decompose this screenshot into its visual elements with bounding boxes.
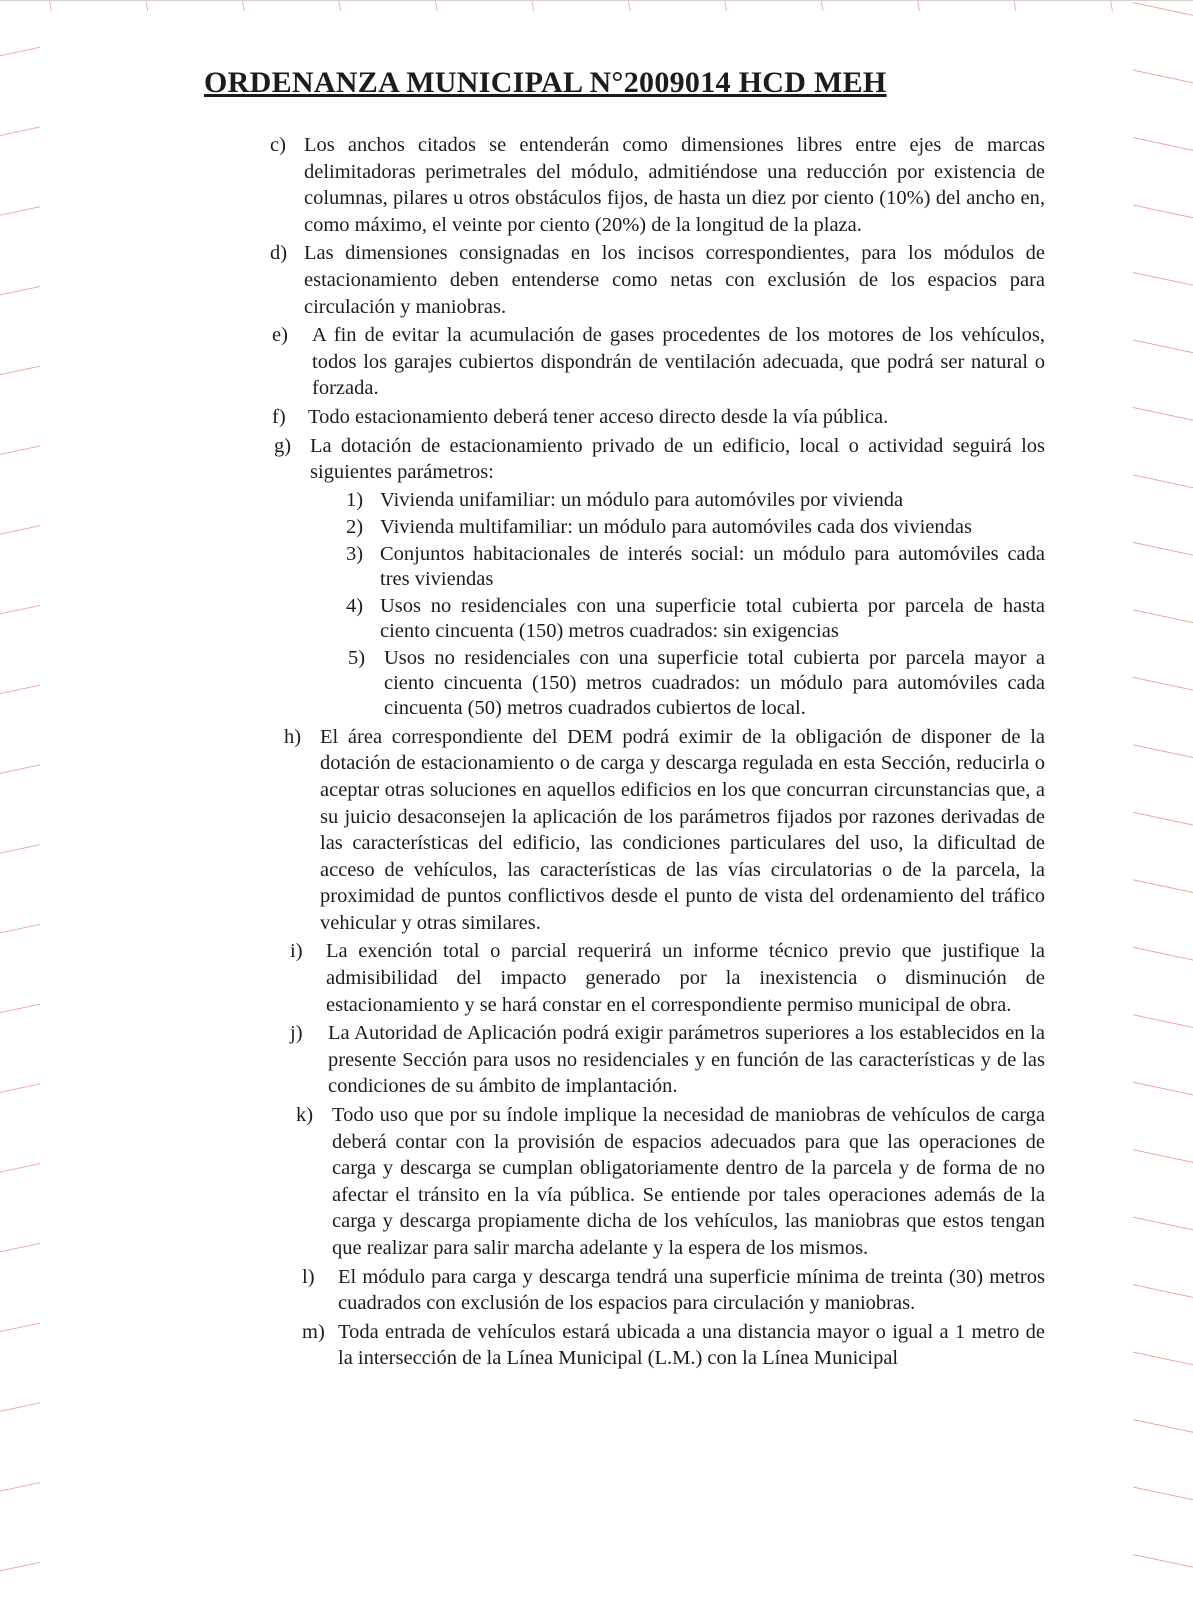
item-text: Los anchos citados se entenderán como dimensiones libres entre ejes de marcas delimitadoras perimetrales del módulo, admitiéndose una reducción por existencia de columnas, pilares u otros obstáculos fijos, de hasta un diez por ciento (10%) del ancho en, como máximo, el veinte por ciento (20%) de la longitud de la plaza.	[304, 134, 1045, 236]
item-label: f)	[272, 405, 286, 428]
subitem-text: Vivienda multifamiliar: un módulo para automóviles cada dos viviendas	[380, 515, 972, 538]
item-label: k)	[296, 1104, 314, 1127]
item-text: Todo estacionamiento deberá tener acceso directo desde la vía pública.	[308, 405, 889, 428]
item-label: e)	[272, 324, 288, 347]
item-j	[290, 1020, 1045, 1100]
item-e	[272, 322, 1045, 402]
item-text: Todo uso que por su índole implique la necesidad de maniobras de vehículos de carga deberá contar con la provisión de espacios adecuados para que las operaciones de carga y descarga se cumplan obligatoriamente dentro de la parcela y de forma de no afectar el tránsito en la vía pública. Se entiende por tales operaciones además de la carga y descarga propiamente dicha de los vehículos, las maniobras que estos tengan que realizar para salir marcha adelante y la espera de los mismos.	[332, 1104, 1045, 1259]
document-body	[270, 132, 1045, 1374]
item-k	[296, 1102, 1045, 1262]
item-f	[272, 404, 1045, 431]
item-label: d)	[270, 242, 288, 265]
item-g	[274, 433, 1045, 486]
item-l	[302, 1264, 1045, 1317]
item-label: i)	[290, 940, 303, 963]
item-text: El módulo para carga y descarga tendrá una superficie mínima de treinta (30) metros cuadrados con exclusión de los espacios para circulación y maniobras.	[338, 1265, 1045, 1315]
top-edge-marks	[0, 0, 1193, 11]
item-text: Las dimensiones consignadas en los incisos correspondientes, para los módulos de estacionamiento deben entenderse como netas con exclusión de los espacios para circulación y maniobras.	[304, 242, 1045, 318]
item-c	[270, 132, 1045, 238]
subitem-1	[346, 488, 1045, 513]
subitem-3	[346, 542, 1045, 592]
subitem-text: Vivienda unifamiliar: un módulo para automóviles por vivienda	[380, 488, 904, 511]
item-label: j)	[290, 1022, 303, 1045]
item-label: m)	[302, 1320, 325, 1343]
item-text: La dotación de estacionamiento privado de un edificio, local o actividad seguirá los siguientes parámetros:	[310, 434, 1045, 484]
subitem-text: Usos no residenciales con una superficie total cubierta por parcela mayor a ciento cincuenta (150) metros cuadrados: un módulo para automóviles cada cincuenta (50) metros cuadrados cubiertos de local.	[384, 646, 1045, 719]
item-label: c)	[270, 134, 286, 156]
item-h	[284, 724, 1045, 937]
item-d	[270, 240, 1045, 320]
item-text: La Autoridad de Aplicación podrá exigir parámetros superiores a los establecidos en la presente Sección para usos no residenciales y en función de las características y de las condiciones de su ámbito de implantación.	[328, 1022, 1045, 1098]
subitem-label: 5)	[348, 646, 366, 669]
item-i	[290, 938, 1045, 1018]
subitem-label: 2)	[346, 515, 364, 538]
subitem-text: Conjuntos habitacionales de interés social: un módulo para automóviles cada tres viviendas	[380, 542, 1045, 590]
subitem-2	[346, 515, 1045, 540]
item-m	[302, 1319, 1045, 1372]
right-edge-marks	[1133, 0, 1193, 1600]
subitem-label: 3)	[346, 542, 364, 565]
subitem-4	[346, 594, 1045, 644]
item-text: A fin de evitar la acumulación de gases procedentes de los motores de los vehículos, todos los garajes cubiertos dispondrán de ventilación adecuada, que podrá ser natural o forzada.	[312, 324, 1045, 400]
item-label: h)	[284, 725, 302, 748]
item-text: La exención total o parcial requerirá un informe técnico previo que justifique la admisibilidad del impacto generado por la inexistencia o disminución de estacionamiento y se hará constar en el correspondiente permiso municipal de obra.	[326, 940, 1045, 1016]
subitem-label: 4)	[346, 594, 364, 617]
document-title: ORDENANZA MUNICIPAL N°2009014 HCD MEH	[204, 66, 887, 99]
item-label: g)	[274, 434, 292, 457]
item-label: l)	[302, 1265, 315, 1288]
subitem-5	[348, 646, 1045, 721]
item-text: Toda entrada de vehículos estará ubicada a una distancia mayor o igual a 1 metro de la intersección de la Línea Municipal (L.M.) con la Línea Municipal	[338, 1320, 1045, 1370]
item-text: El área correspondiente del DEM podrá eximir de la obligación de disponer de la dotación de estacionamiento o de carga y descarga regulada en esta Sección, reducirla o aceptar otras soluciones en aquellos edificios en los que concurran circunstancias que, a su juicio desaconsejen la aplicación de los parámetros fijados por razones derivadas de las características del edificio, las condiciones particulares del uso, la dificultad de acceso de vehículos, las características de las vías circulatorias o de la parcela, la proximidad de puntos conflictivos desde el punto de vista del ordenamiento del tráfico vehicular y otras similares.	[320, 725, 1045, 934]
subitem-text: Usos no residenciales con una superficie total cubierta por parcela de hasta ciento cincuenta (150) metros cuadrados: sin exigencias	[380, 594, 1045, 642]
subitem-label: 1)	[346, 488, 364, 511]
left-edge-marks	[0, 0, 40, 1600]
